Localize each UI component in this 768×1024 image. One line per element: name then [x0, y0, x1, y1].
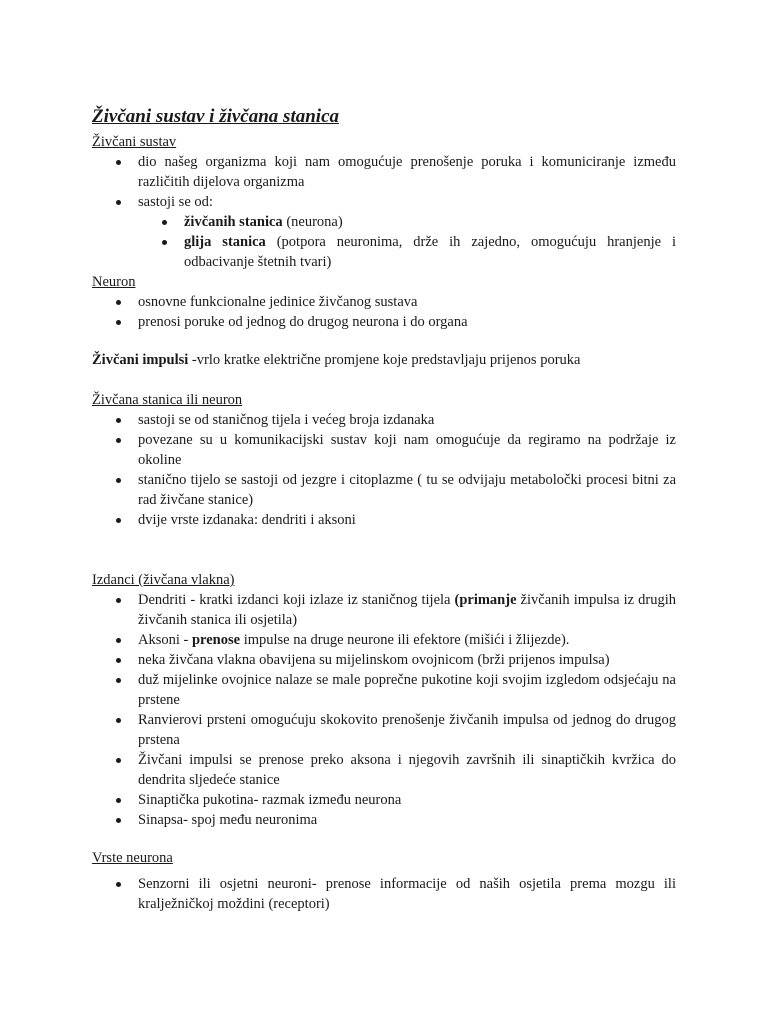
list-item-text: prenosi poruke od jednog do drugog neurona i do organa — [138, 314, 468, 330]
section-heading-zivcana-stanica: Živčana stanica ili neuron — [92, 392, 243, 408]
bullet-icon — [116, 598, 121, 603]
list-item-text: neka živčana vlakna obavijena su mijelinskom ovojnicom (brži prijenos impulsa) — [138, 652, 610, 668]
bullet-icon — [116, 320, 121, 325]
section-heading-neuron: Neuron — [92, 274, 136, 290]
list-item — [92, 750, 676, 790]
list-vrste-neurona — [92, 874, 676, 914]
list-item — [92, 590, 676, 630]
list-item-text: sastoji se od staničnog tijela i većeg broja izdanaka — [138, 412, 435, 428]
list-item — [92, 670, 676, 710]
list-item-text: živčanih impulsa iz drugih živčanih stanica ili osjetila) — [138, 592, 676, 628]
list-item — [92, 510, 676, 530]
list-item — [92, 152, 676, 192]
bullet-icon — [116, 718, 121, 723]
list-item — [92, 312, 676, 332]
list-item-text: Dendriti - kratki izdanci koji izlaze iz staničnog tijela — [138, 592, 455, 608]
bullet-icon — [116, 518, 121, 523]
section-heading-zivcani-sustav: Živčani sustav — [92, 134, 177, 150]
bold-term: prenose — [191, 632, 241, 648]
bullet-icon — [116, 758, 121, 763]
list-item — [92, 430, 676, 470]
paragraph-zivcani-impulsi — [92, 350, 676, 370]
list-item-text: Senzorni ili osjetni neuroni- prenose informacije od naših osjetila prema mozgu ili kralježničkoj moždini (receptori) — [138, 876, 676, 912]
list-item-text: Aksoni - — [138, 632, 192, 648]
list-item-text: povezane su u komunikacijski sustav koji nam omogućuje da regiramo na podržaje iz okoline — [138, 432, 676, 468]
list-item-text: dvije vrste izdanaka: dendriti i aksoni — [138, 512, 356, 528]
list-item-text: osnovne funkcionalne jedinice živčanog sustava — [138, 294, 418, 310]
bold-term: (primanje — [454, 592, 517, 608]
bullet-icon — [162, 240, 167, 245]
bold-term: živčanih stanica — [184, 214, 283, 230]
list-item — [92, 470, 676, 510]
list-item — [92, 630, 676, 650]
list-item-text: (potpora neuronima, drže ih zajedno, omogućuju hranjenje i odbacivanje štetnih tvari) — [184, 234, 676, 270]
list-item-text: (neurona) — [282, 214, 343, 230]
list-item — [92, 192, 676, 212]
list-zivcana-stanica — [92, 410, 676, 530]
bold-term: glija stanica — [184, 234, 266, 250]
list-item-text: Sinapsa- spoj među neuronima — [138, 812, 318, 828]
list-item-text: duž mijelinke ovojnice nalaze se male poprečne pukotine koji svojim izgledom odsjećaju na prstene — [138, 672, 676, 708]
section-heading-vrste-neurona: Vrste neurona — [92, 850, 173, 866]
list-item-text: impulse na druge neurone ili efektore (mišići i žlijezde). — [240, 632, 570, 648]
list-izdanci — [92, 590, 676, 830]
bullet-icon — [116, 882, 121, 887]
bullet-icon — [116, 438, 121, 443]
list-item — [92, 292, 676, 312]
list-zivcani-sustav — [92, 152, 676, 212]
sublist-sastoji-se-od — [92, 212, 676, 272]
section-heading-izdanci: Izdanci (živčana vlakna) — [92, 572, 235, 588]
list-item-text: Živčani impulsi se prenose preko aksona i njegovih završnih ili sinaptičkih kvržica do dendrita sljedeće stanice — [138, 752, 676, 788]
list-item-text: sastoji se od: — [138, 194, 213, 210]
bullet-icon — [116, 478, 121, 483]
bullet-icon — [116, 818, 121, 823]
list-item-text: Ranvierovi prsteni omogućuju skokovito prenošenje živčanih impulsa od jednog do drugog prstena — [138, 712, 676, 748]
list-item-text: dio našeg organizma koji nam omogućuje prenošenje poruka i komuniciranje između različitih dijelova organizma — [138, 154, 676, 190]
list-item — [92, 790, 676, 810]
bullet-icon — [116, 160, 121, 165]
list-item — [92, 810, 676, 830]
bullet-icon — [116, 200, 121, 205]
list-item-text: stanično tijelo se sastoji od jezgre i citoplazme ( tu se odvijaju metaboločki procesi bitni za rad živčane stanice) — [138, 472, 676, 508]
bullet-icon — [116, 638, 121, 643]
list-item — [92, 650, 676, 670]
bullet-icon — [116, 798, 121, 803]
list-item — [92, 212, 676, 232]
list-item — [92, 232, 676, 272]
list-neuron — [92, 292, 676, 332]
list-item — [92, 874, 676, 914]
bullet-icon — [116, 658, 121, 663]
bold-term: Živčani impulsi — [92, 352, 189, 368]
bullet-icon — [162, 220, 167, 225]
bullet-icon — [116, 418, 121, 423]
list-item — [92, 410, 676, 430]
document-body — [92, 104, 676, 914]
bullet-icon — [116, 300, 121, 305]
paragraph-text: -vrlo kratke električne promjene koje predstavljaju prijenos poruka — [188, 352, 581, 368]
document-title: Živčani sustav i živčana stanica — [92, 106, 339, 127]
list-item — [92, 710, 676, 750]
bullet-icon — [116, 678, 121, 683]
list-item-text: Sinaptička pukotina- razmak između neurona — [138, 792, 402, 808]
